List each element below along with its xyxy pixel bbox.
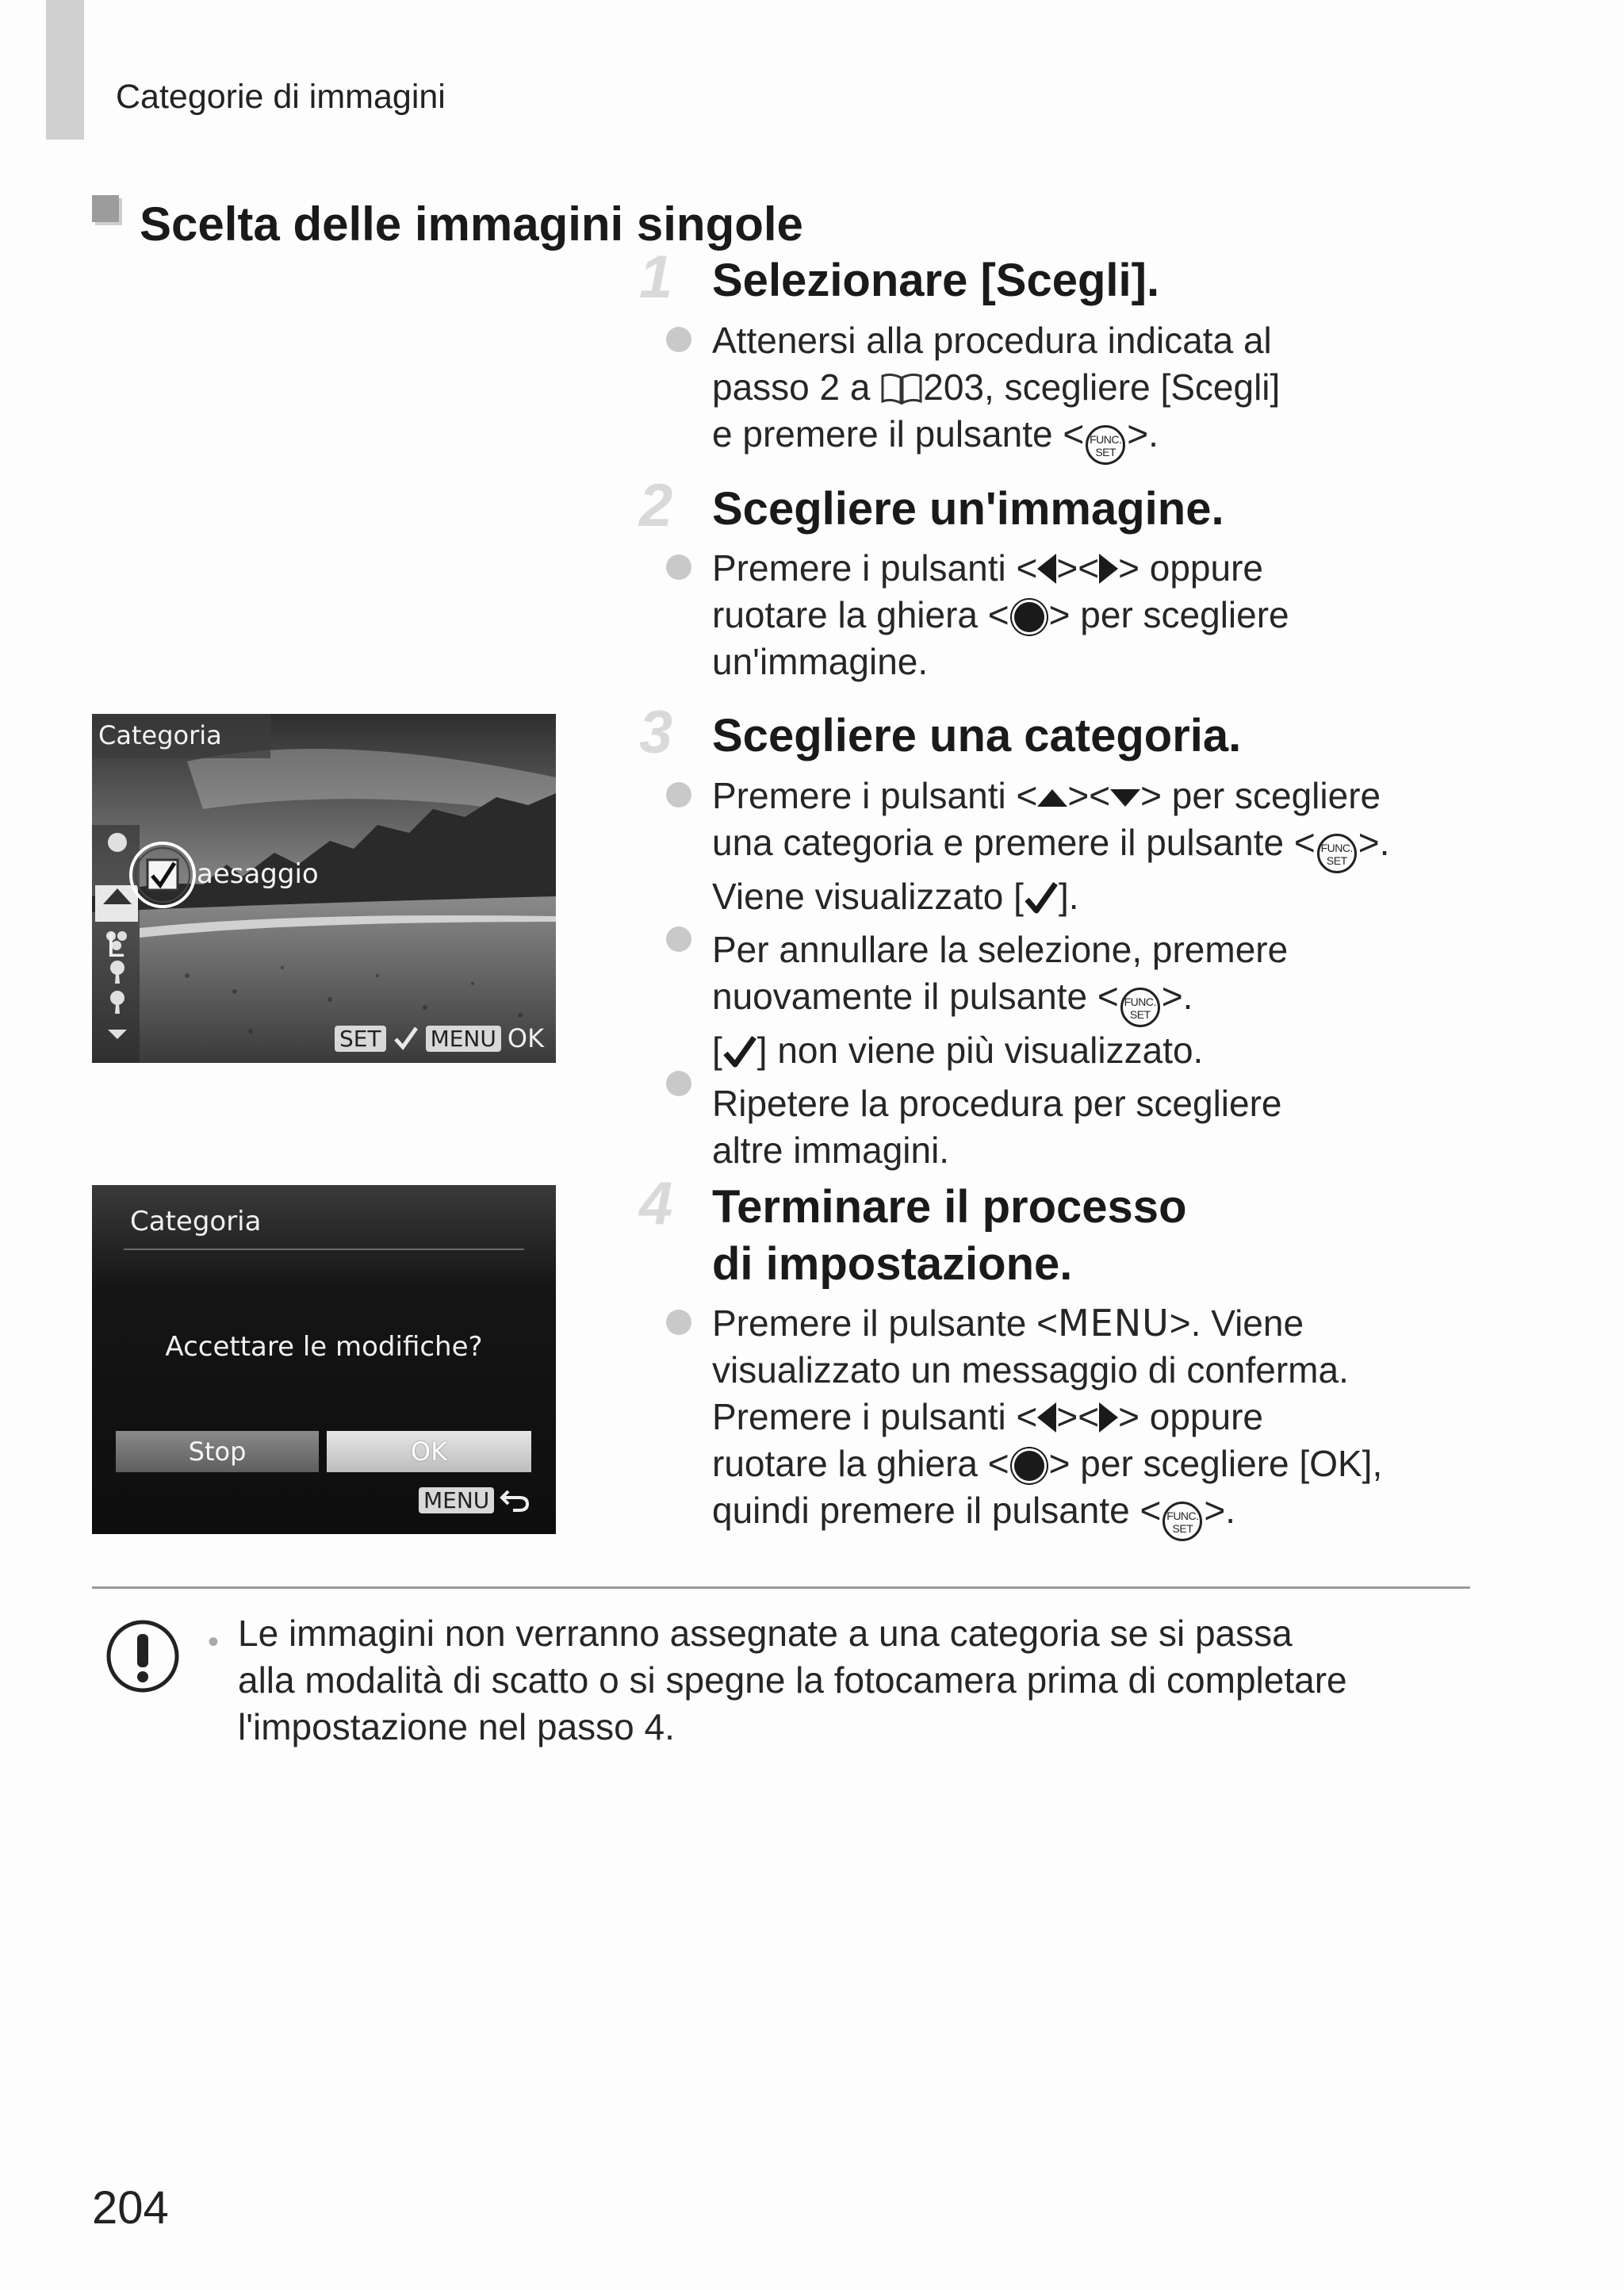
screen2-footer xyxy=(419,1486,530,1513)
note-line-1: Le immagini non verranno assegnate a una categoria se si passa xyxy=(238,1613,1293,1654)
step-3-line-6: [ ] non viene più visualizzato. xyxy=(712,1030,1204,1071)
page-number: 204 xyxy=(92,2182,169,2234)
step-4-number: 4 xyxy=(639,1170,673,1237)
step-1-number: 1 xyxy=(639,244,673,311)
step-1-line-1: Attenersi alla procedura indicata al xyxy=(712,320,1272,361)
step-4-title xyxy=(712,1179,1187,1293)
up-arrow-icon xyxy=(1037,789,1067,807)
screen1-footer xyxy=(335,1023,544,1053)
book-icon xyxy=(880,371,923,406)
func-set-icon: FUNC. SET xyxy=(1317,834,1357,873)
checkmark-icon xyxy=(1024,880,1059,915)
step-1-text xyxy=(712,317,1280,465)
control-dial-icon xyxy=(1014,1451,1044,1481)
note-divider xyxy=(92,1586,1470,1589)
step-3-line-1: Premere i pulsanti < >< > per scegliere xyxy=(712,775,1381,816)
step-3-line-4: Per annullare la selezione, premere xyxy=(712,929,1289,970)
step-4-line-2: visualizzato un messaggio di conferma. xyxy=(712,1349,1349,1390)
func-set-icon: FUNC. SET xyxy=(1162,1502,1202,1541)
note-line-3: l'impostazione nel passo 4. xyxy=(238,1706,675,1747)
screen1-title: Categoria xyxy=(98,720,222,750)
note-line-2: alla modalità di scatto o si spegne la fotocamera prima di completare xyxy=(238,1659,1347,1701)
step-2-text xyxy=(712,545,1289,685)
step-4-line-1: Premere il pulsante <MENU>. Viene xyxy=(712,1302,1304,1344)
step-2-number: 2 xyxy=(639,472,673,539)
func-set-icon: FUNC. SET xyxy=(1086,425,1125,465)
step-4-title-line-2: di impostazione. xyxy=(712,1238,1073,1290)
step-2-line-3: un'immagine. xyxy=(712,641,929,682)
section-title: Scelta delle immagini singole xyxy=(140,198,803,251)
header-bar xyxy=(46,0,84,140)
selection-ring-icon xyxy=(127,839,198,911)
step-4-bullet xyxy=(666,1310,691,1335)
screen1-size-icon: L xyxy=(106,928,124,965)
func-set-icon: FUNC. SET xyxy=(1120,988,1160,1027)
step-3-line-2: una categoria e premere il pulsante < FUNC. SET >. xyxy=(712,819,1389,873)
step-1-bullet xyxy=(666,327,691,352)
note-text xyxy=(238,1610,1475,1751)
step-3-text xyxy=(712,773,1389,1174)
step-3-line-3: Viene visualizzato [ ]. xyxy=(712,876,1079,917)
step-3-bullet-3 xyxy=(666,1071,691,1096)
ok-button[interactable]: OK xyxy=(327,1431,531,1472)
section-marker-icon xyxy=(92,195,119,222)
checkmark-icon xyxy=(393,1025,419,1052)
stop-button[interactable]: Stop xyxy=(116,1431,319,1472)
step-3-line-7: Ripetere la procedura per scegliere xyxy=(712,1083,1282,1124)
step-4-line-3: Premere i pulsanti < >< > oppure xyxy=(712,1396,1263,1437)
menu-button-icon: MENU xyxy=(419,1487,494,1513)
screen2-divider xyxy=(124,1249,524,1250)
step-2-bullet xyxy=(666,554,691,580)
menu-button-icon: MENU xyxy=(426,1026,501,1052)
step-3-bullet-1 xyxy=(666,782,691,807)
step-2-line-1: Premere i pulsanti < >< > oppure xyxy=(712,547,1263,589)
step-3-line-8: altre immagini. xyxy=(712,1130,950,1171)
step-4-title-line-1: Terminare il processo xyxy=(712,1181,1187,1233)
menu-button-label: MENU xyxy=(1057,1302,1170,1344)
step-2-title: Scegliere un'immagine. xyxy=(712,483,1224,535)
right-arrow-icon xyxy=(1099,1402,1118,1433)
step-1-line-2: passo 2 a 203, scegliere [Scegli] xyxy=(712,366,1281,408)
down-arrow-icon xyxy=(1110,789,1140,807)
left-arrow-icon xyxy=(1037,554,1056,584)
step-4-line-5: quindi premere il pulsante < FUNC. SET >. xyxy=(712,1487,1382,1541)
checkmark-icon xyxy=(722,1034,757,1069)
camera-screen-confirm-dialog xyxy=(92,1185,556,1534)
set-button-icon: SET xyxy=(335,1026,386,1052)
step-3-title: Scegliere una categoria. xyxy=(712,710,1242,761)
screen2-question: Accettare le modifiche? xyxy=(165,1331,483,1363)
caution-icon xyxy=(105,1618,181,1694)
step-4-text xyxy=(712,1300,1382,1541)
step-1-line-3: e premere il pulsante < FUNC. SET >. xyxy=(712,411,1280,465)
step-3-line-5: nuovamente il pulsante < FUNC. SET >. xyxy=(712,973,1389,1027)
step-4-line-4: ruotare la ghiera < > per scegliere [OK], xyxy=(712,1443,1383,1484)
camera-screen-category-select xyxy=(92,714,556,1063)
header-section-label: Categorie di immagini xyxy=(116,78,446,116)
step-2-line-2: ruotare la ghiera < > per scegliere xyxy=(712,594,1289,635)
step-3-number: 3 xyxy=(639,699,673,766)
step-1-title: Selezionare [Scegli]. xyxy=(712,255,1160,306)
screen1-category-label: aesaggio xyxy=(197,858,319,890)
screen1-ok-label: OK xyxy=(507,1023,545,1053)
note-bullet: • xyxy=(208,1624,220,1659)
control-dial-icon xyxy=(1014,602,1044,632)
return-arrow-icon xyxy=(499,1486,530,1513)
screen2-title: Categoria xyxy=(130,1206,262,1237)
step-3-bullet-2 xyxy=(666,926,691,952)
left-arrow-icon xyxy=(1037,1402,1056,1433)
right-arrow-icon xyxy=(1099,554,1118,584)
